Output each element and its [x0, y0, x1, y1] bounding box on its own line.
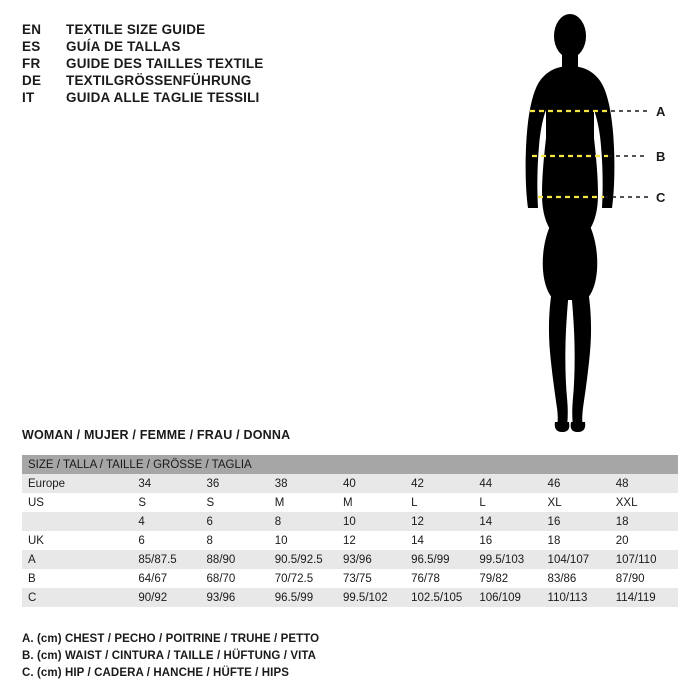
cell: XL: [542, 493, 610, 512]
cell: 8: [201, 531, 269, 550]
marker-label-a: A: [656, 104, 666, 119]
table-row: [22, 474, 678, 493]
cell: 93/96: [201, 588, 269, 607]
title-text-it: GUIDA ALLE TAGLIE TESSILI: [66, 90, 260, 105]
cell: 40: [337, 474, 405, 493]
title-block: [22, 22, 442, 107]
cell: 6: [132, 531, 200, 550]
cell: 18: [610, 512, 678, 531]
cell: 99.5/103: [473, 550, 541, 569]
title-text-fr: GUIDE DES TAILLES TEXTILE: [66, 56, 264, 71]
cell: 87/90: [610, 569, 678, 588]
cell: 18: [542, 531, 610, 550]
cell: 93/96: [337, 550, 405, 569]
cell: 73/75: [337, 569, 405, 588]
cell: 70/72.5: [269, 569, 337, 588]
cell: 6: [201, 512, 269, 531]
title-row: [22, 22, 442, 37]
row-label-a: A: [22, 550, 132, 569]
title-row: [22, 90, 442, 105]
row-label-b: B: [22, 569, 132, 588]
cell: 36: [201, 474, 269, 493]
title-lang-it: IT: [22, 90, 35, 105]
cell: 10: [337, 512, 405, 531]
cell: 96.5/99: [269, 588, 337, 607]
row-label-uk: UK: [22, 531, 132, 550]
table-row: [22, 550, 678, 569]
cell: 10: [269, 531, 337, 550]
cell: 38: [269, 474, 337, 493]
cell: 106/109: [473, 588, 541, 607]
cell: 79/82: [473, 569, 541, 588]
cell: 96.5/99: [405, 550, 473, 569]
table-row: [22, 569, 678, 588]
row-label-us-numeric: [22, 512, 132, 531]
title-lang-es: ES: [22, 39, 41, 54]
cell: 48: [610, 474, 678, 493]
cell: 83/86: [542, 569, 610, 588]
cell: 8: [269, 512, 337, 531]
footnote-a: A. (cm) CHEST / PECHO / POITRINE / TRUHE / PETTO: [22, 633, 320, 645]
title-row: [22, 73, 442, 88]
table-header-row: [22, 455, 678, 474]
title-text-de: TEXTILGRÖSSENFÜHRUNG: [66, 73, 252, 88]
cell: 76/78: [405, 569, 473, 588]
cell: 44: [473, 474, 541, 493]
row-label-c: C: [22, 588, 132, 607]
cell: 14: [405, 531, 473, 550]
table-row: [22, 588, 678, 607]
cell: 88/90: [201, 550, 269, 569]
table-header-label: SIZE / TALLA / TAILLE / GRÖSSE / TAGLIA: [22, 455, 678, 474]
marker-label-c: C: [656, 190, 666, 205]
cell: 34: [132, 474, 200, 493]
cell: 104/107: [542, 550, 610, 569]
cell: 99.5/102: [337, 588, 405, 607]
cell: 20: [610, 531, 678, 550]
cell: 64/67: [132, 569, 200, 588]
table-row: [22, 512, 678, 531]
cell: 4: [132, 512, 200, 531]
cell: S: [201, 493, 269, 512]
title-text-en: TEXTILE SIZE GUIDE: [66, 22, 206, 37]
cell: 42: [405, 474, 473, 493]
cell: 14: [473, 512, 541, 531]
cell: 16: [473, 531, 541, 550]
cell: 90.5/92.5: [269, 550, 337, 569]
cell: 102.5/105: [405, 588, 473, 607]
cell: 16: [542, 512, 610, 531]
cell: 46: [542, 474, 610, 493]
cell: L: [473, 493, 541, 512]
cell: M: [269, 493, 337, 512]
cell: 114/119: [610, 588, 678, 607]
row-label-europe: Europe: [22, 474, 132, 493]
title-lang-de: DE: [22, 73, 42, 88]
table-row: [22, 493, 678, 512]
row-label-us: US: [22, 493, 132, 512]
silhouette-svg: [470, 8, 690, 438]
cell: 90/92: [132, 588, 200, 607]
title-row: [22, 56, 442, 71]
footnotes: [22, 633, 662, 684]
female-silhouette-figure: [470, 8, 690, 438]
body-silhouette-icon: [526, 14, 615, 432]
cell: 107/110: [610, 550, 678, 569]
cell: 110/113: [542, 588, 610, 607]
cell: XXL: [610, 493, 678, 512]
cell: 68/70: [201, 569, 269, 588]
title-lang-en: EN: [22, 22, 42, 37]
footnote-c: C. (cm) HIP / CADERA / HANCHE / HÜFTE / HIPS: [22, 667, 290, 679]
cell: 85/87.5: [132, 550, 200, 569]
table-row: [22, 531, 678, 550]
size-table: [22, 455, 678, 607]
cell: M: [337, 493, 405, 512]
cell: S: [132, 493, 200, 512]
marker-label-b: B: [656, 149, 666, 164]
section-label-woman: WOMAN / MUJER / FEMME / FRAU / DONNA: [22, 428, 291, 442]
title-text-es: GUÍA DE TALLAS: [66, 39, 181, 54]
cell: 12: [405, 512, 473, 531]
title-row: [22, 39, 442, 54]
cell: 12: [337, 531, 405, 550]
footnote-b: B. (cm) WAIST / CINTURA / TAILLE / HÜFTUNG / VITA: [22, 650, 317, 662]
cell: L: [405, 493, 473, 512]
title-lang-fr: FR: [22, 56, 41, 71]
